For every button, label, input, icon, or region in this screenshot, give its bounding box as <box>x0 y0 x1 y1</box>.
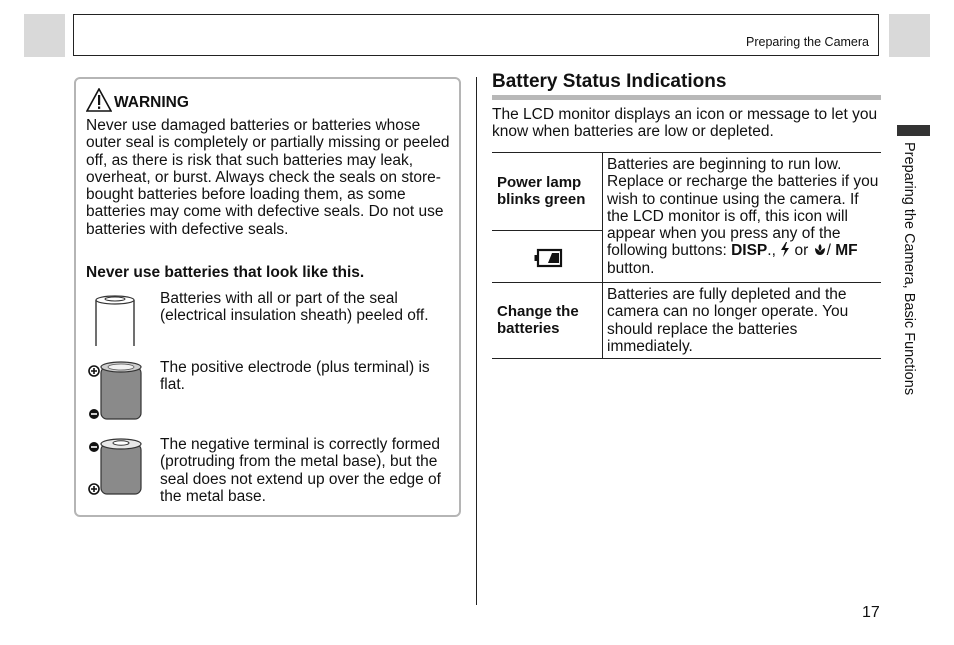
row-label-change-batteries: Change the batteries <box>497 303 579 338</box>
warning-heading <box>86 86 189 112</box>
button-separator: ., <box>767 242 776 260</box>
macro-icon <box>813 242 827 257</box>
warning-box <box>74 77 461 517</box>
corner-tab-left <box>24 14 65 57</box>
battery-example-2 <box>86 359 452 424</box>
disp-button-label: DISP <box>731 242 768 260</box>
page-header <box>73 14 879 56</box>
section-intro: The LCD monitor displays an icon or message to let you know when batteries are low or depleted. <box>492 106 878 141</box>
peeled-seal-battery-icon <box>86 290 146 350</box>
warning-triangle-icon <box>86 88 112 112</box>
side-chapter-tab <box>897 125 930 136</box>
button-tail: button. <box>607 259 655 277</box>
table-rule-top <box>492 152 881 153</box>
flash-icon <box>780 242 790 257</box>
table-rule-bottom <box>492 358 881 359</box>
warning-subheading: Never use batteries that look like this. <box>86 264 365 281</box>
battery-example-3-text: The negative terminal is correctly formed (protruding from the metal base), but the seal does not extend up over the edge of the metal base. <box>160 436 441 505</box>
row-label-power-lamp: Power lamp blinks green <box>497 174 586 209</box>
section-title: Battery Status Indications <box>492 71 727 92</box>
row-text-change-batteries: Batteries are fully depleted and the camera can no longer operate. You should replace the batteries immediately. <box>607 286 849 355</box>
warning-heading-text: WARNING <box>114 94 189 111</box>
corner-tab-right <box>889 14 930 57</box>
mf-button-label: MF <box>835 242 858 260</box>
row-text-power-lamp: Batteries are beginning to run low. Replace or recharge the batteries if you wish to continue using the camera. If the LCD monitor is off, this icon will appear when you press any of the following buttons: DISP., or / MF button. <box>607 156 879 277</box>
button-or: or <box>794 242 809 260</box>
short-seal-battery-icon <box>86 436 150 501</box>
battery-example-3 <box>86 436 452 505</box>
battery-example-2-text: The positive electrode (plus terminal) is flat. <box>160 359 430 394</box>
table-column-rule <box>602 152 603 359</box>
header-chapter-label: Preparing the Camera <box>746 35 869 49</box>
flat-plus-battery-icon <box>86 359 150 424</box>
row-text-power-lamp-body: Batteries are beginning to run low. Replace or recharge the batteries if you wish to continue using the camera. If the LCD monitor is off, this icon will appear when you press any of the following buttons: <box>607 156 879 260</box>
battery-example-1 <box>86 290 452 350</box>
warning-body: Never use damaged batteries or batteries whose outer seal is completely or partially missing or peeled off, as there is risk that such batteries may leak, overheat, or burst. Always check the seals on store-bought batteries before loading them, as some batteries may come with defective seals. Do not use batteries with defective seals. <box>86 117 450 238</box>
low-battery-icon <box>533 248 563 273</box>
side-chapter-label: Preparing the Camera, Basic Functions <box>901 142 917 396</box>
battery-example-1-text: Batteries with all or part of the seal (electrical insulation sheath) peeled off. <box>160 290 429 325</box>
column-divider <box>476 77 477 605</box>
battery-status-table <box>492 152 881 359</box>
table-rule-middle <box>492 282 881 283</box>
page-number: 17 <box>862 604 880 621</box>
section-title-rule <box>492 95 881 100</box>
table-rule-left-split <box>492 230 602 231</box>
